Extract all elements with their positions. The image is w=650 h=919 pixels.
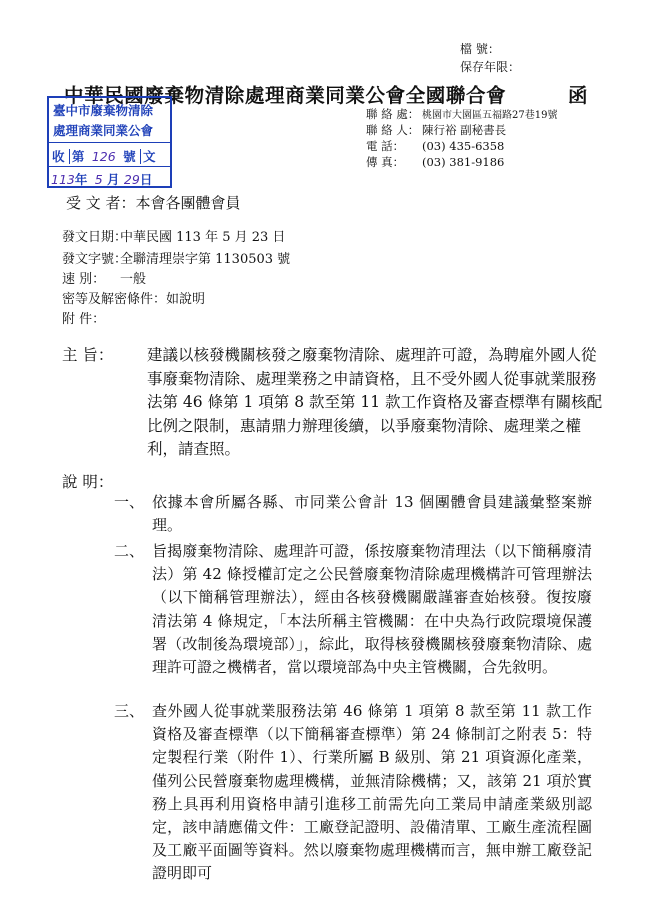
meta-doc-number: 發文字號：全聯清理崇字第 1130503 號 [62, 252, 291, 267]
organization-title: 中華民國廢棄物清除處理商業同業公會全國聯合會 [64, 84, 507, 107]
explanation-item-2: 二、 旨揭廢棄物清除、處理許可證，係按廢棄物清理法（以下簡稱廢清法）第 42 條授權訂定之公民營廢棄物清除處理機構許可管理辦法（以下簡稱管理辦法），經由各核發機關嚴謹審查始核發。復按廢清法第 4 條規定，「本法所稱主管機關：在中央為行政院環境保護署（改制後為環境部）」，綜此，取得核發機關核發廢棄物清除、處理許可證之機構者，當以環境部為中央主管機關，合先敘明。 [114, 542, 592, 677]
stamp-date-day: 29 [123, 172, 140, 187]
explanation-item-1: 一、 依據本會所屬各縣、市同業公會計 13 個團體會員建議彙整案辦理。 [114, 493, 592, 535]
person-label: 聯 絡 人： [366, 123, 420, 137]
address-label: 聯 絡 處： [366, 107, 420, 121]
subject-text: 建議以核發機關核發之廢棄物清除、處理許可證，為聘雇外國人從事廢棄物清除、處理業務之申請資格，且不受外國人從事就業服務法第 46 條第 1 項第 8 款至第 11 款工作資格及審查標準有關核配比例之限制，惠請鼎力辦理後續，以爭廢棄物清除、處理業之權利，請查照。 [147, 346, 603, 458]
stamp-receipt-no-value: 126 [91, 149, 116, 164]
retention-period-label: 保存年限： [460, 60, 521, 74]
contact-fax [366, 154, 504, 170]
contact-person [366, 122, 506, 138]
recipient-line [66, 192, 241, 213]
explanation-item-3: 三、 查外國人從事就業服務法第 46 條第 1 項第 8 款至第 11 款工作資格及審查標準（以下簡稱審查標準）第 24 條制訂之附表 5：特定製程行業（附件 1）、行業所屬 B 級別、第 21 項資源化產業，僅列公民營廢棄物處理機構，並無清除機構；又，該第 21 項於實務上具再利用資格申請引進移工前需先向工業局申請產業級別認定，該申請應備文件：工廠登記證明、設備清單、工廠生產流程圖及工廠平面圖等資料。然以廢棄物處理機構而言，無申辦工廠登記證明即可 [114, 702, 592, 883]
contact-address [366, 106, 557, 122]
meta-date: 發文日期：中華民國 113 年 5 月 23 日 [62, 230, 286, 245]
phone-label: 電 話： [366, 139, 405, 153]
explanation-label: 說 明： [62, 473, 114, 491]
document-type: 函 [568, 84, 588, 107]
stamp-date-year: 113 [51, 172, 75, 187]
subject-section [62, 344, 610, 462]
stamp-receipt-date: 113年 5 月 29日 [51, 172, 153, 187]
meta-attachment: 附 件： [62, 312, 106, 327]
recipient-label: 受 文 者： [66, 194, 136, 212]
received-stamp [47, 96, 172, 188]
contact-phone [366, 138, 504, 154]
fax-label: 傳 真： [366, 155, 405, 169]
file-number-label: 檔 號： [460, 42, 500, 56]
subject-label: 主 旨： [62, 346, 114, 364]
recipient-value: 本會各團體會員 [135, 194, 241, 212]
fax-value: (03) 381-9186 [422, 155, 505, 169]
meta-speed: 速 別： 一般 [62, 272, 147, 287]
stamp-org-line-2: 處理商業同業公會 [53, 123, 154, 138]
meta-security: 密等及解密條件：如說明 [62, 292, 206, 307]
address-value: 桃園市大園區五福路27巷19號 [422, 110, 558, 121]
stamp-org-line-1: 臺中市廢棄物清除 [53, 103, 154, 118]
stamp-date-month: 5 [94, 172, 103, 187]
person-value: 陳行裕 副秘書長 [422, 123, 507, 137]
phone-value: (03) 435-6358 [422, 139, 505, 153]
stamp-receipt-number: 收 第 126 號 文 [52, 149, 156, 164]
